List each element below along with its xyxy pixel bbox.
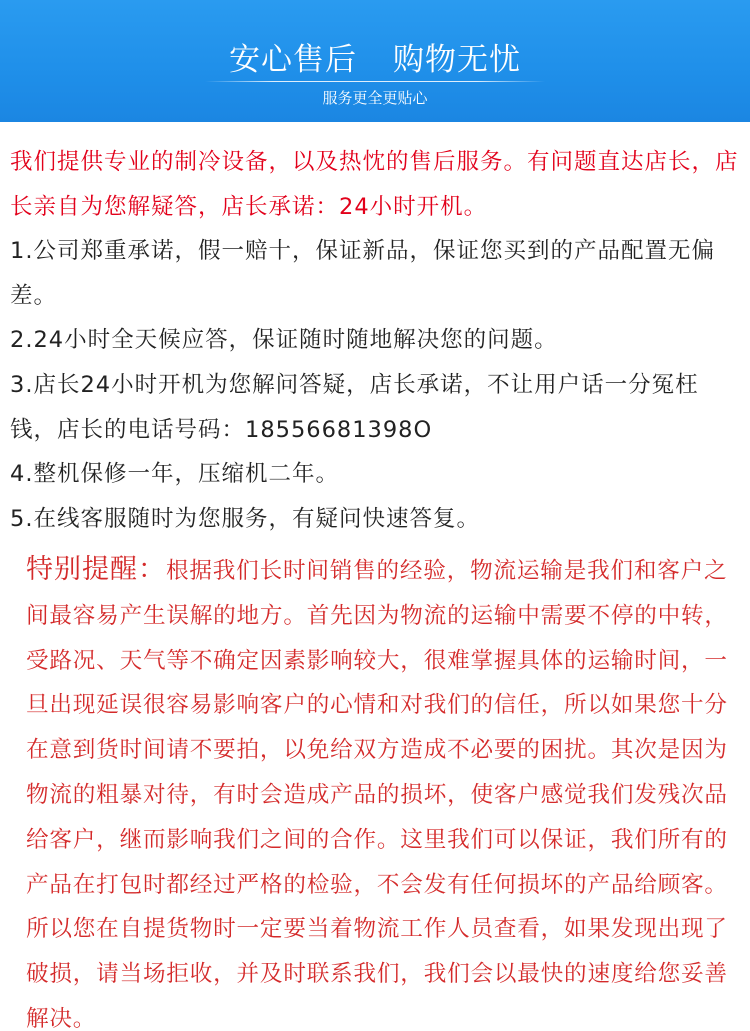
promise-item-4: 4.整机保修一年，压缩机二年。 <box>10 461 339 488</box>
notice-text: 根据我们长时间销售的经验，物流运输是我们和客户之间最容易产生误解的地方。首先因为物流的运输中需要不停的中转，受路况、天气等不确定因素影响较大，很难掌握具体的运输时间，一旦出现延误很容易影响客户的心情和对我们的信任，所以如果您十分在意到货时间请不要拍，以免给双方造成不必要的困扰。其次是因为物流的粗暴对待，有时会造成产品的损坏，使客户感觉我们发残次品给客户，继而影响我们之间的合作。这里我们可以保证，我们所有的产品在打包时都经过严格的检验，不会发有任何损坏的产品给顾客。所以您在自提货物时一定要当着物流工作人员查看，如果发现出现了破损，请当场拒收，并及时联系我们，我们会以最快的速度给您妥善解决。 <box>26 558 728 1031</box>
banner-title <box>0 38 750 82</box>
banner-title-left: 安心售后 <box>229 42 357 78</box>
banner-divider <box>205 81 545 82</box>
banner-subtitle: 服务更全更贴心 <box>322 89 428 107</box>
promise-item-2: 2.24小时全天候应答，保证随时随地解决您的问题。 <box>10 327 558 354</box>
promise-item-1: 1.公司郑重承诺，假一赔十，保证新品，保证您买到的产品配置无偏差。 <box>10 238 715 309</box>
intro-paragraph: 我们提供专业的制冷设备，以及热忱的售后服务。有问题直达店长，店长亲自为您解疑答，店长承诺：24小时开机。 <box>10 149 739 220</box>
promise-item-5: 5.在线客服随时为您服务，有疑问快速答复。 <box>10 505 480 532</box>
promise-item-3: 3.店长24小时开机为您解问答疑，店长承诺，不让用户话一分冤枉钱，店长的电话号码：18556681398O <box>10 371 699 443</box>
banner-title-right: 购物无忧 <box>393 42 521 78</box>
special-notice <box>26 548 742 1031</box>
service-content <box>10 140 742 541</box>
notice-label: 特别提醒： <box>26 554 166 585</box>
service-banner <box>0 0 750 122</box>
